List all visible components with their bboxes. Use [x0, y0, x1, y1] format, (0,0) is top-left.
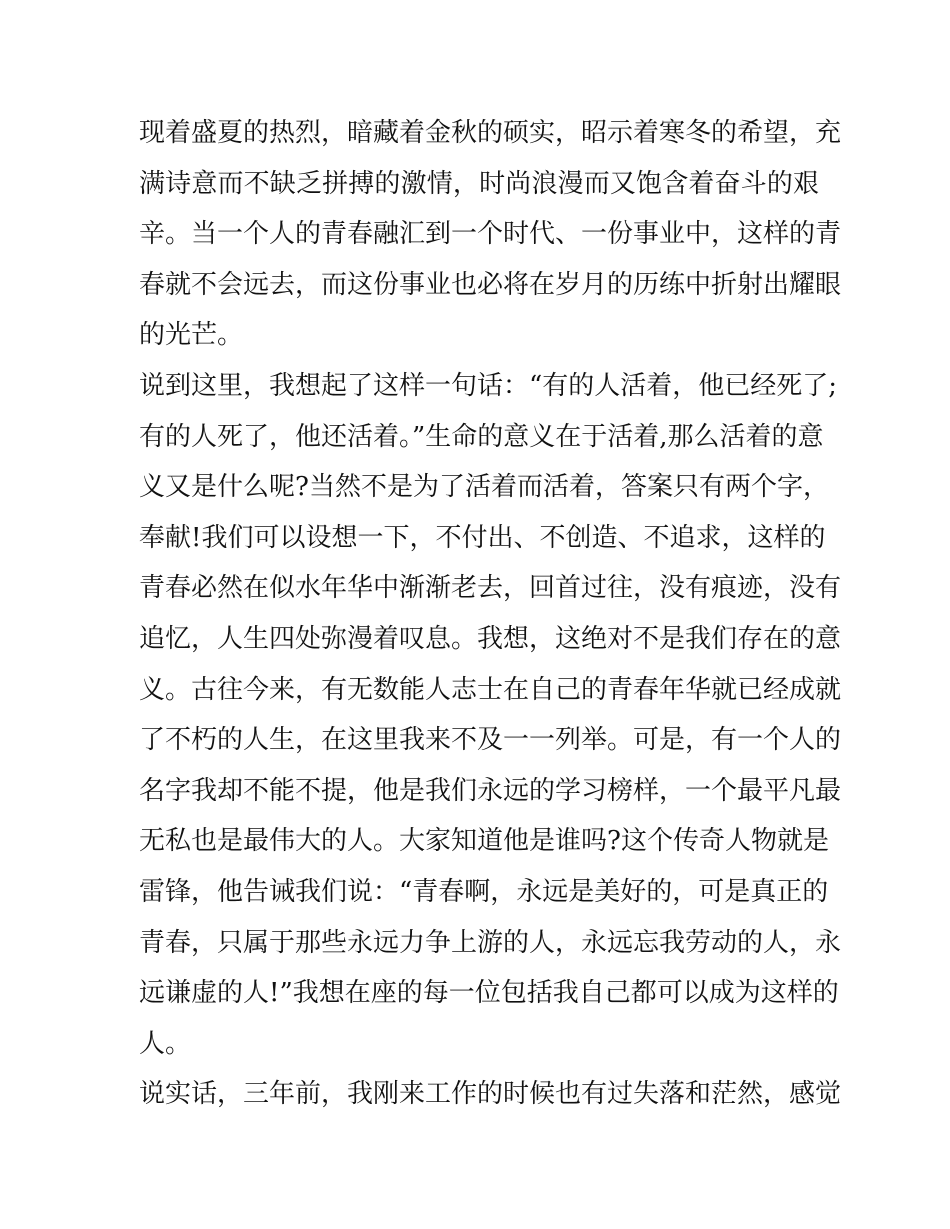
text-line: 无私也是最伟大的人。大家知道他是谁吗?这个传奇人物就是	[139, 826, 829, 857]
text-line: 义又是什么呢?当然不是为了活着而活着，答案只有两个字，	[139, 472, 829, 503]
text-line: 说到这里，我想起了这样一句话：“有的人活着，他已经死了;	[139, 370, 838, 401]
text-body	[139, 108, 842, 1120]
text-line: 义。古往今来，有无数能人志士在自己的青春年华就已经成就	[139, 674, 842, 705]
text-line: 青春必然在似水年华中渐渐老去，回首过往，没有痕迹，没有	[139, 573, 842, 604]
text-line: 雷锋，他告诫我们说：“青春啊，永远是美好的，可是真正的	[139, 876, 829, 907]
paragraph-2	[139, 361, 842, 1069]
text-line: 了不朽的人生，在这里我来不及一一列举。可是，有一个人的	[139, 725, 842, 756]
text-line: 现着盛夏的热烈，暗藏着金秋的硕实，昭示着寒冬的希望，充	[139, 118, 842, 148]
text-line: 名字我却不能不提，他是我们永远的学习榜样，一个最平凡最	[139, 775, 842, 806]
paragraph-1	[139, 108, 842, 361]
text-line: 追忆，人生四处弥漫着叹息。我想，这绝对不是我们存在的意	[139, 623, 842, 654]
text-line: 青春，只属于那些永远力争上游的人，永远忘我劳动的人，永	[139, 927, 842, 958]
text-line: 的光芒。	[139, 320, 244, 351]
text-line: 有的人死了，他还活着。”生命的意义在于活着,那么活着的意	[139, 421, 824, 452]
paragraph-3	[139, 1069, 842, 1120]
text-line: 远谦虚的人!”我想在座的每一位包括我自己都可以成为这样的	[139, 978, 839, 1009]
text-line: 满诗意而不缺乏拼搏的激情，时尚浪漫而又饱含着奋斗的艰	[139, 168, 819, 199]
text-line: 说实话，三年前，我刚来工作的时候也有过失落和茫然，感觉	[139, 1079, 842, 1110]
text-line: 辛。当一个人的青春融汇到一个时代、一份事业中，这样的青	[139, 219, 842, 250]
text-line: 春就不会远去，而这份事业也必将在岁月的历练中折射出耀眼	[139, 269, 842, 300]
text-line: 奉献!我们可以设想一下，不付出、不创造、不追求，这样的	[139, 522, 826, 553]
text-line: 人。	[139, 1028, 192, 1059]
